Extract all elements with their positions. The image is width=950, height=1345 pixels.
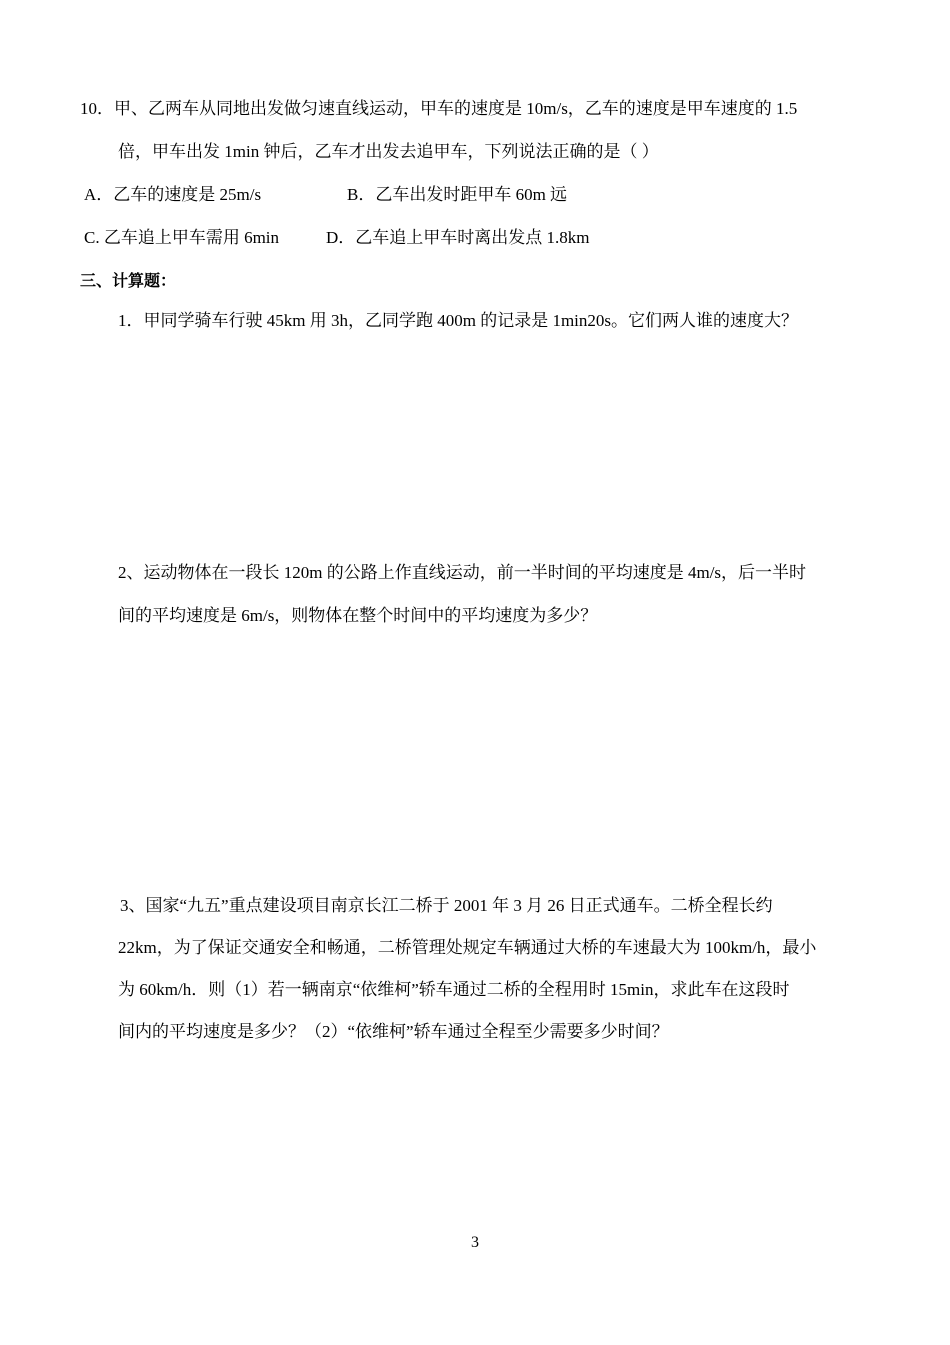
question-10-line-1: 10．甲、乙两车从同地出发做匀速直线运动，甲车的速度是 10m/s，乙车的速度是甲车速度的 1.5 <box>80 99 798 118</box>
problem-2-line-1: 2、运动物体在一段长 120m 的公路上作直线运动，前一半时间的平均速度是 4m/s，后一半时 <box>118 563 807 582</box>
problem-2-line-2: 间的平均速度是 6m/s，则物体在整个时间中的平均速度为多少？ <box>118 606 598 625</box>
problem-3-line-1: 3、国家“九五”重点建设项目南京长江二桥于 2001 年 3 月 26 日正式通车。二桥全程长约 <box>120 896 773 915</box>
section-heading-calculation: 三、计算题： <box>80 271 177 290</box>
option-a: A．乙车的速度是 25m/s <box>84 185 262 204</box>
question-10-line-2: 倍，甲车出发 1min 钟后，乙车才出发去追甲车，下列说法正确的是（ ） <box>118 142 659 161</box>
option-d: D．乙车追上甲车时离出发点 1.8km <box>326 228 590 247</box>
option-c: C. 乙车追上甲车需用 6min <box>84 228 280 247</box>
problem-3-line-4: 间内的平均速度是多少？（2）“依维柯”轿车通过全程至少需要多少时间？ <box>118 1022 669 1041</box>
page-number: 3 <box>471 1234 479 1251</box>
option-b: B．乙车出发时距甲车 60m 远 <box>347 185 568 204</box>
problem-1-line-1: 1．甲同学骑车行驶 45km 用 3h，乙同学跑 400m 的记录是 1min20s。它们两人谁的速度大？ <box>118 311 799 330</box>
problem-3-line-2: 22km，为了保证交通安全和畅通，二桥管理处规定车辆通过大桥的车速最大为 100km/h，最小 <box>118 938 817 957</box>
problem-3-line-3: 为 60km/h．则（1）若一辆南京“依维柯”轿车通过二桥的全程用时 15min，求此车在这段时 <box>118 980 790 999</box>
